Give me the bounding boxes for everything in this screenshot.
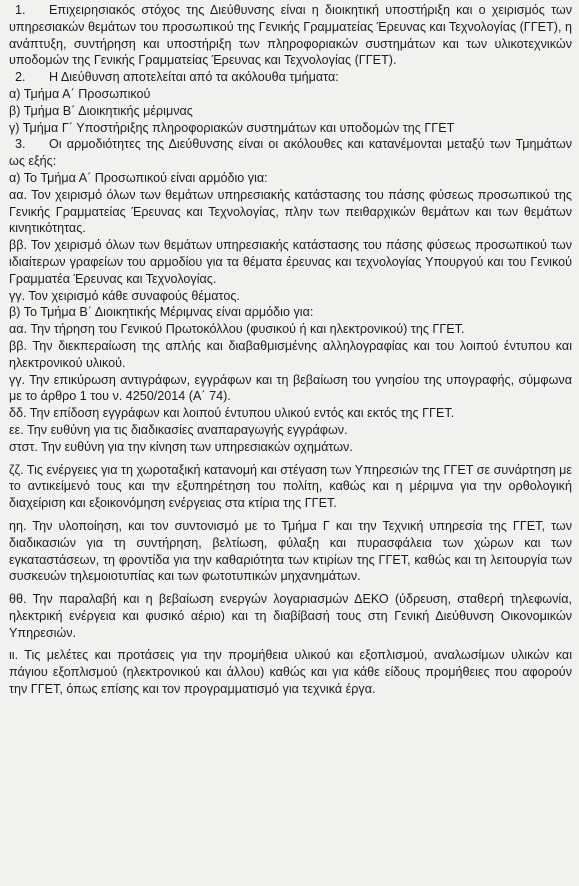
list-item: ηη. Την υλοποίηση, και τον συντονισμό με το Τμήμα Γ και την Τεχνική υπηρεσία της ΓΓΕΤ, των διαδικασιών για τη συντήρηση, βελτίωση, φύλαξη και πυρασφάλεια των χώρων και των εγκαταστάσεων, τη φροντίδα για την καθαριότητα των κτιρίων της ΓΓΕΤ, καθώς και τη λειτουργία των συσκευών τηλεμοιοτυπίας και των φωτοτυπικών μηχανημάτων.	[9, 518, 572, 584]
paragraph-text: Επιχειρησιακός στόχος της Διεύθυνσης είναι η διοικητική υποστήριξη και ο χειρισμός των υπηρεσιακών θεμάτων του προσωπικού της Γενικής Γραμματείας Έρευνας και Τεχνολογίας (ΓΓΕΤ), η ανάπτυξη, συντήρηση και υποστήριξη των πληροφοριακών συστημάτων και των υλικοτεχνικών υποδομών της Γενικής Γραμματείας Έρευνας και Τεχνολογίας (ΓΓΕΤ).	[9, 3, 572, 68]
list-item: δδ. Την επίδοση εγγράφων και λοιπού έντυπου υλικού εντός και εκτός της ΓΓΕΤ.	[9, 406, 455, 421]
paragraph-3	[9, 136, 572, 170]
paragraph-text: Η Διεύθυνση αποτελείται από τα ακόλουθα τμήματα:	[49, 70, 339, 85]
list-item: γγ. Την επικύρωση αντιγράφων, εγγράφων και τη βεβαίωση του γνησίου της υπογραφής, σύμφωνα με το άρθρο 1 του ν. 4250/2014 (Α΄ 74).	[9, 372, 572, 404]
paragraph-2	[9, 69, 572, 86]
list-item: α) Τμήμα Α΄ Προσωπικού	[9, 86, 151, 101]
list-item: θθ. Την παραλαβή και η βεβαίωση ενεργών λογαριασμών ΔΕΚΟ (ύδρευση, σταθερή τηλεφωνία, ηλεκτρική ενέργεια και φυσικό αέριο) και τη διαβίβασή τους στη Γενική Διεύθυνση Οικονομικών Υπηρεσιών.	[9, 592, 572, 640]
section-heading: β) Το Τμήμα Β΄ Διοικητικής Μέριμνας είναι αρμόδιο για:	[9, 305, 314, 320]
list-item: αα. Τον χειρισμό όλων των θεμάτων υπηρεσιακής κατάστασης του πάσης φύσεως προσωπικού της Γενικής Γραμματείας Έρευνας και Τεχνολογίας, πλην των πειθαρχικών θεμάτων και των θεμάτων κινητικότητας.	[9, 187, 572, 236]
list-item: β) Τμήμα Β΄ Διοικητικής μέριμνας	[9, 103, 193, 118]
paragraph-number: 1.	[15, 3, 26, 17]
list-item: εε. Την ευθύνη για τις διαδικασίες αναπαραγωγής εγγράφων.	[9, 422, 348, 437]
list-item: στστ. Την ευθύνη για την κίνηση των υπηρεσιακών οχημάτων.	[9, 439, 353, 454]
paragraph-1	[9, 2, 572, 69]
list-item: ββ. Την διεκπεραίωση της απλής και διαβαθμισμένης αλληλογραφίας και του λοιπού έντυπου και ηλεκτρονικού υλικού.	[9, 338, 572, 370]
list-item: ββ. Τον χειρισμό όλων των θεμάτων υπηρεσιακής κατάστασης του πάσης φύσεως προσωπικού των ιδιαίτερων γραφείων του αρμοδίου για τα θέματα έρευνας και τεχνολογίας Υπουργού και του Γενικού Γραμματέα Έρευνας και Τεχνολογίας.	[9, 238, 572, 286]
paragraph-number: 2.	[15, 70, 26, 85]
list-item: γ) Τμήμα Γ΄ Υποστήριξης πληροφοριακών συστημάτων και υποδομών της ΓΓΕΤ	[9, 120, 455, 135]
paragraph-text: Οι αρμοδιότητες της Διεύθυνσης είναι οι ακόλουθες και κατανέμονται μεταξύ των Τμημάτων ως εξής:	[9, 137, 572, 169]
list-item: ζζ. Τις ενέργειες για τη χωροταξική κατανομή και στέγαση των Υπηρεσιών της ΓΓΕΤ σε συνάρτηση με το αντικείμενό τους και την εξυπηρέτηση του πολίτη, καθώς και η μέριμνα για την ορθολογική διαχείριση και εξοικονόμηση ενέργειας στα κτίρια της ΓΓΕΤ.	[9, 462, 572, 511]
section-heading: α) Το Τμήμα Α΄ Προσωπικού είναι αρμόδιο για:	[9, 170, 268, 185]
paragraph-number: 3.	[15, 137, 26, 152]
list-item: γγ. Τον χειρισμό κάθε συναφούς θέματος.	[9, 288, 240, 303]
list-item: αα. Την τήρηση του Γενικού Πρωτοκόλλου (φυσικού ή και ηλεκτρονικού) της ΓΓΕΤ.	[9, 322, 465, 337]
list-item: ιι. Τις μελέτες και προτάσεις για την προμήθεια υλικού και εξοπλισμού, αναλωσίμων υλικών και πάγιου εξοπλισμού (ηλεκτρονικού και άλλου) καθώς και για κάθε είδους προμήθειες που αφορούν την ΓΓΕΤ, όπως επίσης και τον προγραμματισμό για τεχνικά έργα.	[9, 648, 572, 697]
